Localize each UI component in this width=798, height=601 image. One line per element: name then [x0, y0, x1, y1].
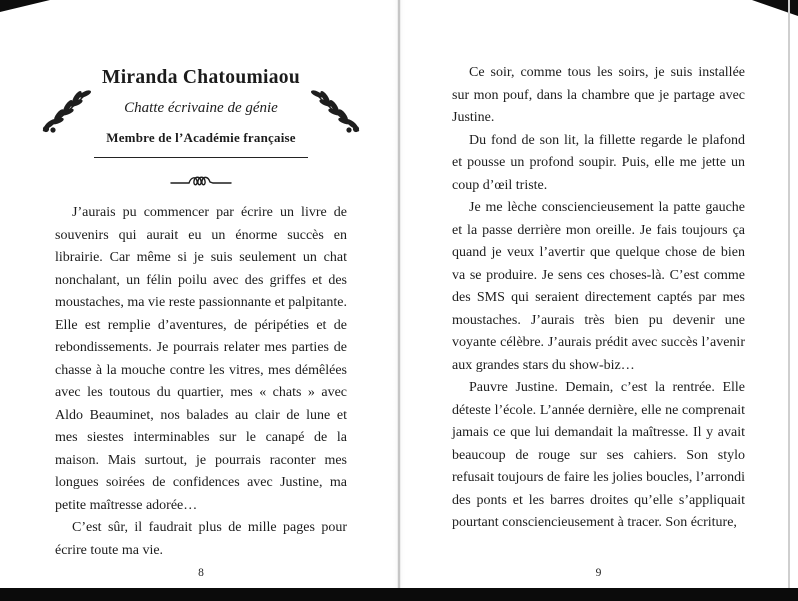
paragraph: J’aurais pu commencer par écrire un livre de souvenirs qui aurait eu un énorme succès en librairie. Car même si je suis seulement un chat nonchalant, un félin poilu avec des griffes et des moustaches, ma vie reste passionnante et palpitante. Elle est remplie d’aventures, de péripéties et de rebondissements. Je pourrais relater mes parties de chasse à la mouche contre les vitres, mes démêlées avec les toutous du quartier, mes « chats » avec Aldo Beauminet, nos balades au clair de lune et mes siestes interminables sur le canapé de la maison. Mais surtout, je pourrais raconter mes longues soirées de confidences avec Justine, ma petite maîtresse adorée…	[55, 205, 347, 513]
paragraph: Ce soir, comme tous les soirs, je suis installée sur mon pouf, dans la chambre que je partage avec Justine.	[452, 65, 745, 125]
author-subtitle: Chatte écrivaine de génie	[124, 100, 278, 116]
photo-background-top-right	[752, 0, 798, 16]
paragraph: Pauvre Justine. Demain, c’est la rentrée. Elle déteste l’école. L’année dernière, elle ne comprenait jamais ce que lui demandait la maîtresse. Il y avait beaucoup de rouge sur ses cahiers. Son stylo refusait toujours de faire les jolies boucles, l’arrondi des ponts et les barres droites qu’elle s’appliquait pourtant consciencieusement à tracer. Son écriture,	[452, 380, 745, 530]
paragraph: C’est sûr, il faudrait plus de mille pages pour écrire toute ma vie.	[55, 520, 347, 558]
page-number-right: 9	[595, 567, 602, 579]
laurel-left-icon	[40, 86, 92, 139]
chapter-heading	[55, 66, 347, 190]
page-edge-right	[788, 0, 790, 588]
heading-rule	[94, 157, 308, 158]
left-page-body	[55, 202, 347, 562]
squiggle-divider-icon	[55, 174, 347, 190]
right-page	[452, 0, 745, 601]
page-gutter	[393, 0, 405, 588]
page-number-left: 8	[198, 567, 204, 579]
photo-background-top-left	[0, 0, 50, 12]
paragraph: Je me lèche consciencieusement la patte gauche et la passe derrière mon oreille. Je fais toujours ça quand je veux l’avertir que quelque chose de bien va se produire. Je sens ces choses-là. C’est comme des SMS qui seraient directement captés par mes moustaches. J’aurais très bien pu devenir une voyante célèbre. J’aurais prédit avec succès l’avenir aux grandes stars du show-biz…	[452, 200, 745, 373]
laurel-right-icon	[310, 86, 362, 139]
left-page	[55, 0, 347, 601]
paragraph: Du fond de son lit, la fillette regarde le plafond et pousse un profond soupir. Puis, elle me jette un coup d’œil triste.	[452, 132, 745, 193]
title-row	[35, 66, 367, 158]
author-title: Miranda Chatoumiaou	[101, 67, 300, 88]
right-page-body	[452, 62, 745, 535]
author-affiliation: Membre de l’Académie française	[106, 130, 296, 145]
title-block	[94, 66, 308, 158]
